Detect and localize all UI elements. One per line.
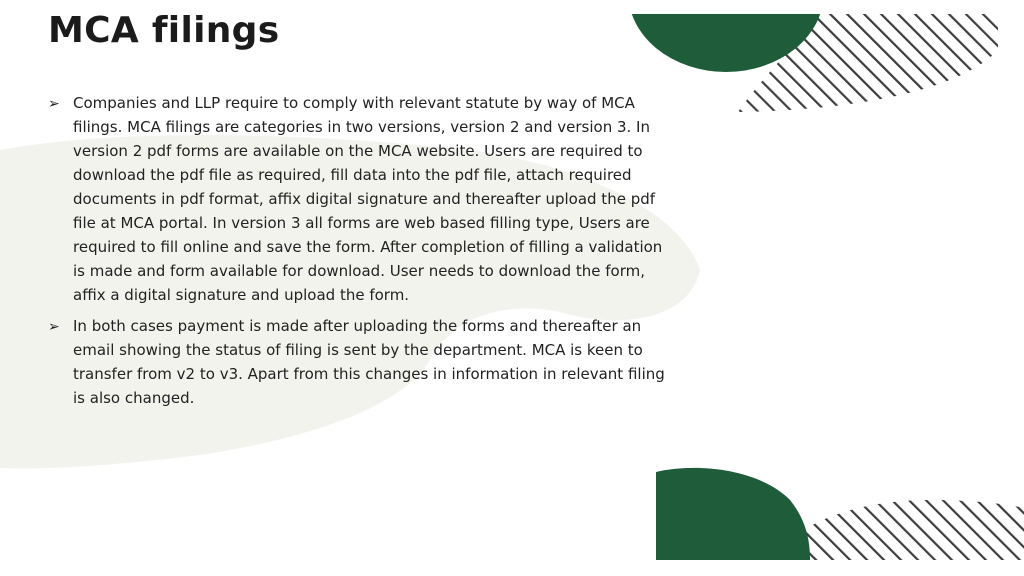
arrow-bullet-icon: ➢ — [48, 95, 60, 111]
top-decoration — [628, 0, 998, 112]
bullet-text: In both cases payment is made after uploading the forms and thereafter an email showing the status of filing is sent by the department. MCA is keen to transfer from v2 to v3. Apart from this changes in information in relevant filing is also changed. — [73, 317, 665, 407]
arrow-bullet-icon: ➢ — [48, 318, 60, 334]
bullet-item — [48, 91, 668, 307]
bullet-text: Companies and LLP require to comply with relevant statute by way of MCA filings. MCA filings are categories in two versions, version 2 and version 3. In version 2 pdf forms are available on the MCA website. Users are required to download the pdf file as required, fill data into the pdf file, attach required documents in pdf format, affix digital signature and thereafter upload the pdf file at MCA portal. In version 3 all forms are web based filling type, Users are required to fill online and save the form. After completion of filling a validation is made and form available for download. User needs to download the form, affix a digital signature and upload the form. — [73, 94, 663, 304]
bottom-green-quarter-circle — [656, 468, 810, 560]
bullet-list — [48, 91, 668, 417]
bullet-item — [48, 314, 668, 410]
slide-title: MCA filings — [48, 10, 280, 51]
